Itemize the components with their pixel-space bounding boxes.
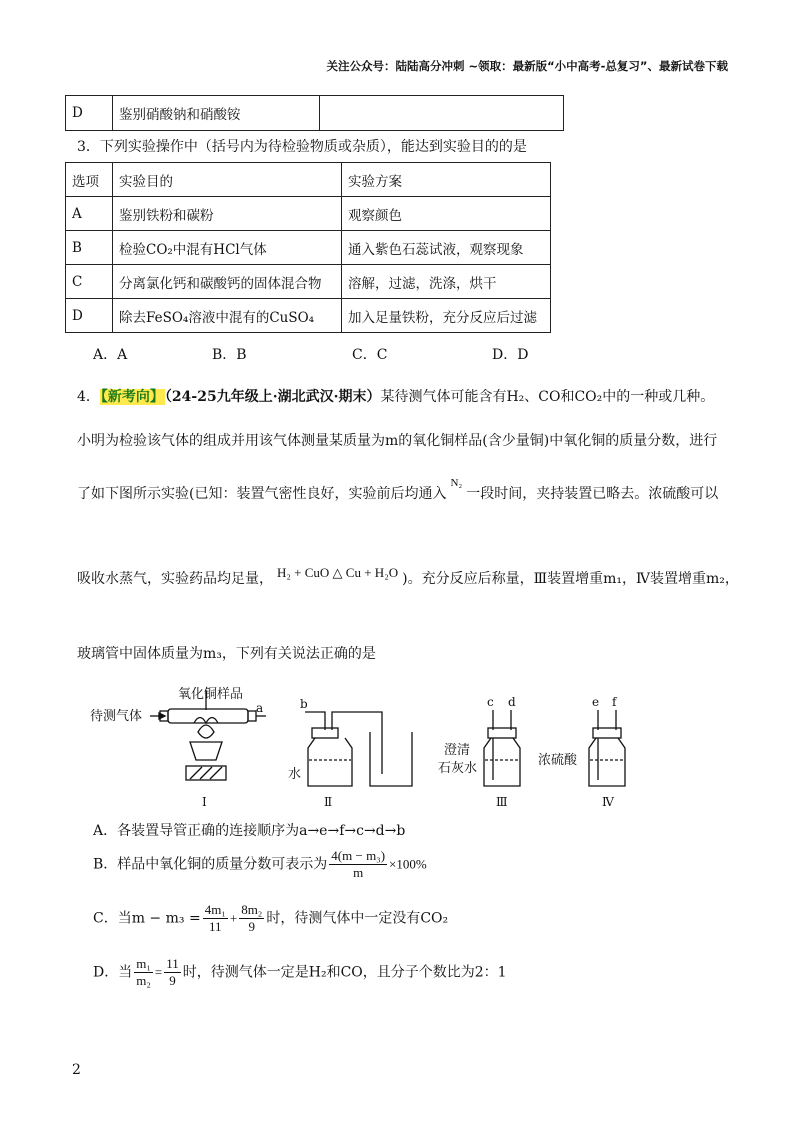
port-f: f [612, 695, 617, 709]
siphon-tube [332, 712, 382, 774]
gas-label: 待测气体 [90, 709, 143, 724]
option-d-text: D．当 [93, 964, 133, 981]
port-a: a [256, 701, 264, 715]
table-row [66, 197, 551, 231]
q4-line5: 玻璃管中固体质量为m₃，下列有关说法正确的是 [77, 646, 376, 662]
denominator: m [353, 865, 364, 880]
alcohol-lamp [190, 742, 222, 760]
flame [198, 725, 214, 738]
q4-line3-text-end: 一段时间，夹持装置已略去。浓硫酸可以 [466, 486, 719, 502]
table-cell: 检验CO₂中混有HCl气体 [113, 231, 342, 265]
bottle-stopper [593, 728, 621, 738]
bottle-body [308, 738, 352, 786]
beaker [370, 732, 412, 786]
sample-mark [194, 718, 218, 724]
col-header: 选项 [66, 163, 113, 197]
page-number: 2 [72, 1062, 81, 1078]
table-cell: 加入足量铁粉，充分反应后过滤 [342, 299, 551, 333]
table-cell: A [66, 197, 113, 231]
q4-number: 4． [77, 389, 100, 405]
fraction [203, 902, 228, 935]
table-cell: B [66, 231, 113, 265]
device-label-iv: Ⅳ [602, 795, 614, 809]
reaction-equation: H₂ + CuO △ Cu + H₂O [277, 565, 399, 580]
col-header: 实验方案 [342, 163, 551, 197]
device-label-i: Ⅰ [202, 795, 207, 809]
numerator: m₁ [136, 956, 151, 971]
device-i [150, 690, 266, 780]
q4-line3 [77, 477, 719, 503]
device-label-iii: Ⅲ [496, 795, 508, 809]
table-cell: 鉴别铁粉和碳粉 [113, 197, 342, 231]
device-iv [589, 710, 625, 786]
device-label-ii: Ⅱ [324, 795, 333, 809]
table-row [66, 299, 551, 333]
table-row [66, 96, 564, 131]
q4-line4-text-end: )。充分反应后称量，Ⅲ装置增重m₁，Ⅳ装置增重m₂， [402, 571, 739, 587]
device-ii [305, 712, 412, 786]
plus-sign: + [229, 910, 238, 926]
new-topic-tag: 【新考向】 [100, 389, 164, 405]
q3-option-b: B．B [212, 347, 247, 363]
denominator: m₂ [136, 973, 151, 988]
table-cell: 通入紫色石蕊试液，观察现象 [342, 231, 551, 265]
table-row [66, 231, 551, 265]
limewater-label-1: 澄清 [444, 743, 471, 758]
hatch [190, 767, 202, 779]
option-c-text: C．当m − m₃ = [93, 910, 201, 927]
water-label: 水 [288, 767, 302, 782]
bottle-stopper [488, 728, 516, 738]
table-continued [65, 95, 564, 131]
bottle-body [589, 738, 625, 786]
table-row [66, 265, 551, 299]
q4-line3-text: 了如下图所示实验(已知：装置气密性良好，实验前后均通入 [77, 486, 447, 502]
fraction [329, 848, 387, 881]
acid-label: 浓硫酸 [538, 753, 578, 768]
q4-line4-text: 吸收水蒸气，实验药品均足量， [77, 571, 273, 587]
table-cell: D [66, 299, 113, 333]
option-c-suffix: 时，待测气体中一定没有CO₂ [266, 910, 449, 927]
port-d: d [508, 695, 516, 709]
q4-stem-1: 某待测气体可能含有H₂、CO和CO₂中的一种或几种。 [380, 389, 715, 405]
table-cell: 除去FeSO₄溶液中混有的CuSO₄ [113, 299, 342, 333]
q4-option-a: A．各装置导管正确的连接顺序为a→e→f→c→d→b [93, 823, 406, 839]
table-cell: 分离氯化钙和碳酸钙的固体混合物 [113, 265, 342, 299]
option-d-suffix: 时，待测气体一定是H₂和CO，且分子个数比为2：1 [182, 964, 507, 981]
denominator: 9 [248, 919, 256, 934]
option-b-text: B．样品中氧化铜的质量分数可表示为 [93, 856, 328, 873]
q4-line4 [77, 565, 739, 588]
port-e: e [592, 695, 600, 709]
equals-sign: = [154, 964, 163, 980]
tube-stopper-right [248, 711, 256, 721]
denominator: 11 [209, 919, 222, 934]
table-cell: C [66, 265, 113, 299]
option-b-suffix: ×100% [389, 856, 427, 872]
tube-b [305, 712, 325, 730]
q3-stem: 3．下列实验操作中（括号内为待检验物质或杂质），能达到实验目的的是 [77, 139, 527, 155]
q3-option-d: D．D [492, 347, 529, 363]
numerator: 8m₂ [241, 902, 263, 917]
limewater-label-2: 石灰水 [438, 761, 478, 776]
q3-table [65, 162, 551, 333]
table-header-row [66, 163, 551, 197]
table-cell: 鉴别硝酸钠和硝酸铵 [113, 96, 320, 131]
q4-line2: 小明为检验该气体的组成并用该气体测量某质量为m的氧化铜样品(含少量铜)中氧化铜的质量分数，进行 [77, 433, 718, 449]
q4-line1 [77, 386, 714, 406]
table-cell: 溶解，过滤，洗涤，烘干 [342, 265, 551, 299]
table-cell: D [66, 96, 113, 131]
numerator: 4(m − m₃) [331, 848, 386, 863]
header-note: 关注公众号：陆陆高分冲刺 ~领取：最新版“小中高考-总复习”、最新试卷下载 [326, 59, 728, 73]
hatch [200, 767, 212, 779]
q3-option-c: C．C [352, 347, 388, 363]
port-c: c [487, 695, 494, 709]
table-cell [320, 96, 564, 131]
table-cell: 观察颜色 [342, 197, 551, 231]
col-header: 实验目的 [113, 163, 342, 197]
apparatus-figure [90, 682, 650, 812]
q4-source: （24-25九年级上·湖北武汉·期末） [164, 389, 381, 405]
q4-option-d [93, 956, 507, 989]
fraction [239, 902, 264, 935]
sample-label: 氧化铜样品 [178, 687, 244, 702]
bottle-body [484, 738, 520, 786]
fraction [164, 956, 181, 989]
port-b: b [300, 697, 308, 711]
q4-option-b [93, 848, 427, 881]
q3-option-a: A．A [93, 347, 128, 363]
denominator: 9 [169, 973, 176, 988]
device-iii [484, 710, 520, 786]
q4-option-c [93, 902, 448, 935]
numerator: 4m₁ [204, 902, 226, 917]
fraction [134, 956, 153, 989]
numerator: 11 [166, 956, 179, 971]
n2-formula: N₂ [450, 477, 463, 489]
hatch [210, 767, 222, 779]
